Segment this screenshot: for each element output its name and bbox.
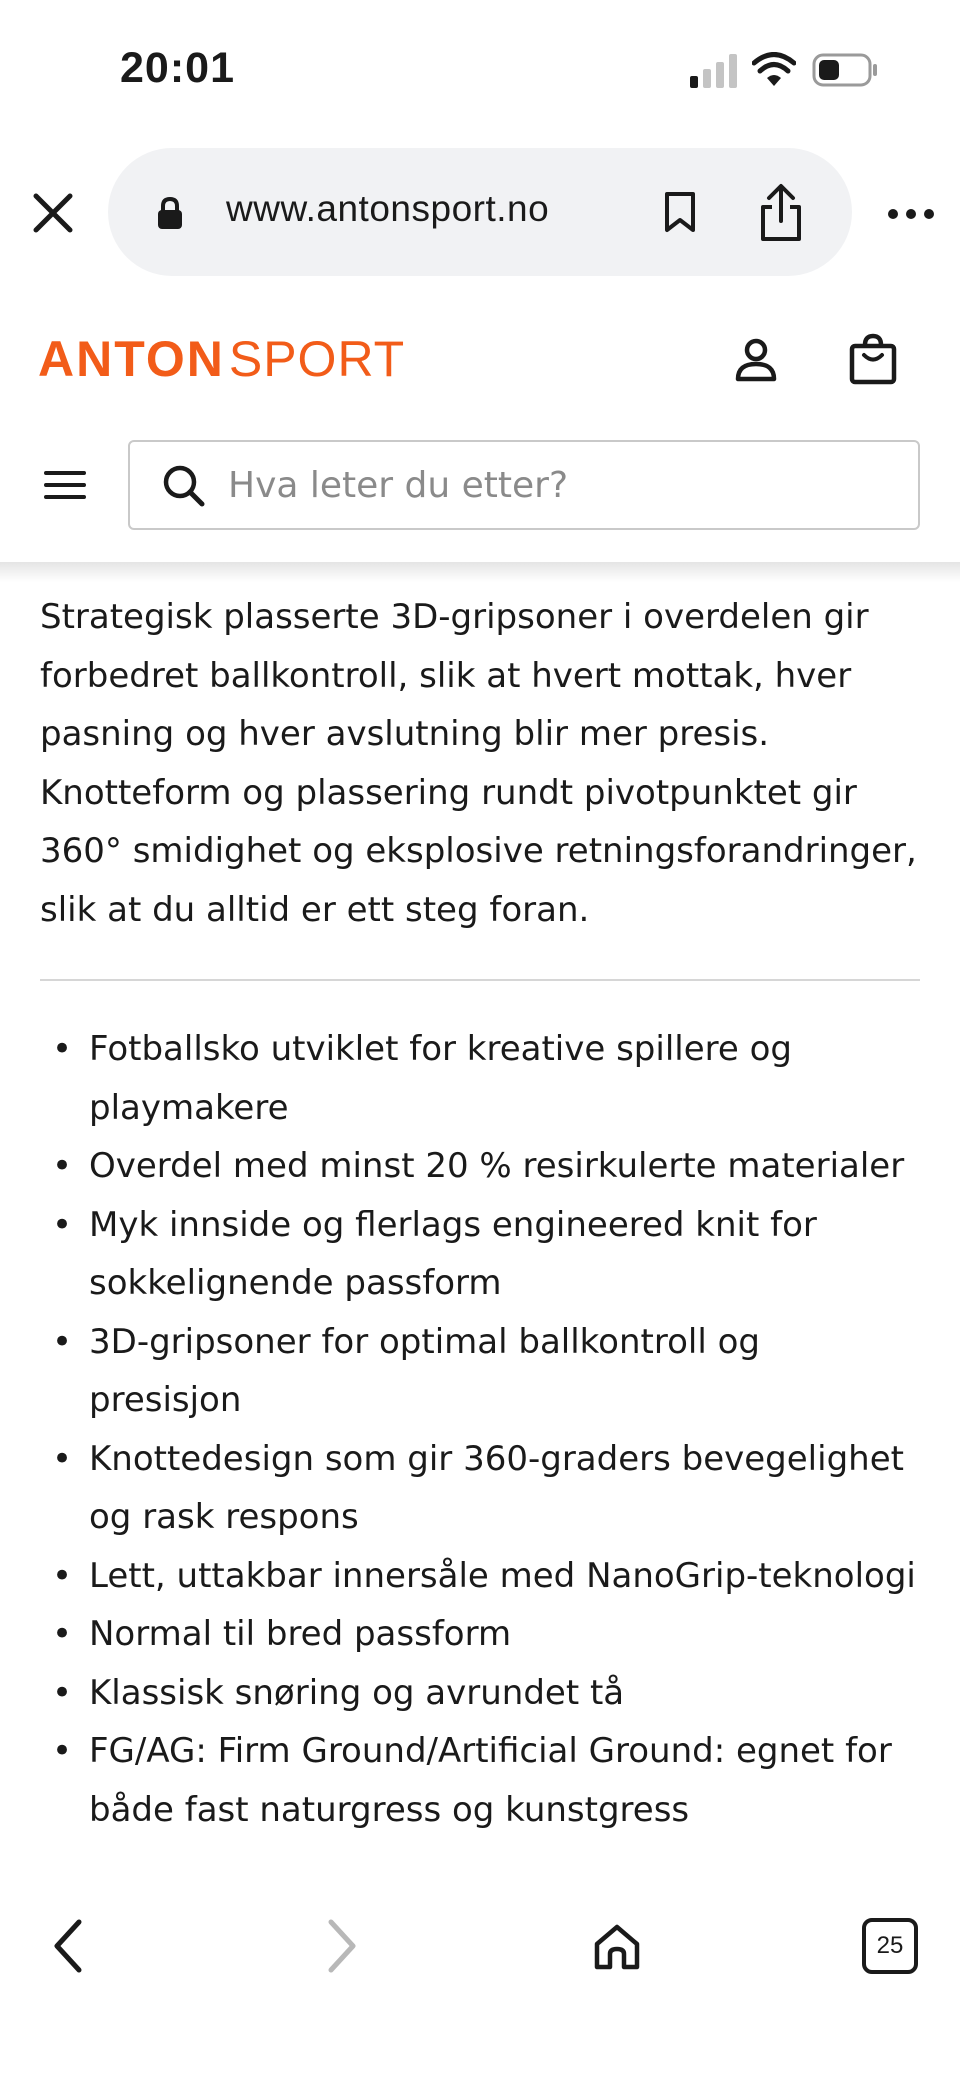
more-button[interactable] xyxy=(876,186,946,242)
back-button[interactable] xyxy=(38,1916,98,1976)
feature-text: Overdel med minst 20 % resirkulerte materialer xyxy=(89,1146,905,1186)
more-icon xyxy=(886,207,936,221)
forward-arrow-icon xyxy=(325,1918,359,1974)
signal-icon xyxy=(690,54,740,88)
feature-text: FG/AG: Firm Ground/Artificial Ground: egnet for både fast naturgress og kunstgress xyxy=(89,1731,892,1830)
lock-icon xyxy=(156,196,184,230)
forward-button[interactable] xyxy=(312,1916,372,1976)
divider xyxy=(40,979,920,981)
logo-anton: ANTON xyxy=(38,331,225,387)
feature-item: • Overdel med minst 20 % resirkulerte materialer xyxy=(52,1146,905,1186)
shopping-bag-icon xyxy=(848,333,898,385)
bookmark-button[interactable] xyxy=(652,184,708,240)
feature-text: 3D-gripsoner for optimal ballkontroll og presisjon xyxy=(89,1321,760,1420)
site-logo[interactable] xyxy=(38,330,405,390)
home-icon xyxy=(592,1922,642,1972)
feature-text: Klassisk snøring og avrundet tå xyxy=(89,1672,625,1713)
close-icon xyxy=(32,192,74,234)
feature-item: • 3D-gripsoner for optimal ballkontroll og presisjon xyxy=(52,1321,760,1420)
url-bar[interactable] xyxy=(108,148,852,276)
bookmark-icon xyxy=(663,190,697,234)
close-button[interactable] xyxy=(22,182,84,244)
feature-item: • Knottedesign som gir 360-graders bevegelighet og rask respons xyxy=(52,1438,904,1537)
menu-button[interactable] xyxy=(36,456,94,514)
feature-item: • Normal til bred passform xyxy=(52,1614,512,1654)
logo-sport: SPORT xyxy=(228,331,406,387)
wifi-icon xyxy=(752,52,796,88)
url-text[interactable]: www.antonsport.no xyxy=(226,188,550,229)
feature-text: Myk innside og flerlags engineered knit for sokkelignende passform xyxy=(89,1204,817,1303)
feature-item: • Fotballsko utviklet for kreative spillere og playmakere xyxy=(52,1029,792,1128)
hamburger-menu-icon xyxy=(44,469,86,501)
home-button[interactable] xyxy=(586,1916,648,1978)
feature-text: Lett, uttakbar innersåle med NanoGrip-teknologi xyxy=(89,1555,916,1596)
feature-item: • Myk innside og flerlags engineered knit for sokkelignende passform xyxy=(52,1204,817,1303)
search-input[interactable] xyxy=(228,456,888,514)
product-description: Strategisk plasserte 3D-gripsoner i overdelen gir forbedret ballkontroll, slik at hvert mottak, hver pasning og hver avslutning blir mer presis. Knotteform og plassering rundt pivotpunktet gir 360° smidighet og eksplosive retningsforandringer, slik at du alltid er ett steg foran. xyxy=(40,597,917,930)
search-icon xyxy=(160,462,206,508)
feature-list xyxy=(40,1020,920,1839)
search-box[interactable] xyxy=(128,440,920,530)
account-icon xyxy=(733,337,779,383)
feature-item: • FG/AG: Firm Ground/Artificial Ground: egnet for både fast naturgress og kunstgress xyxy=(52,1731,892,1830)
feature-item: • Lett, uttakbar innersåle med NanoGrip-teknologi xyxy=(52,1555,916,1596)
cart-button[interactable] xyxy=(842,328,904,390)
account-button[interactable] xyxy=(728,332,784,388)
feature-item: • Klassisk snøring og avrundet tå xyxy=(52,1672,625,1713)
back-arrow-icon xyxy=(51,1918,85,1974)
header-shadow xyxy=(0,562,960,582)
tabs-button[interactable]: 25 xyxy=(862,1918,918,1974)
bottom-toolbar xyxy=(0,1890,960,2081)
status-bar xyxy=(0,0,960,140)
status-time: 20:01 xyxy=(120,44,235,92)
battery-icon xyxy=(812,52,878,88)
share-icon xyxy=(757,183,805,243)
feature-text: Knottedesign som gir 360-graders bevegelighet og rask respons xyxy=(89,1438,904,1537)
feature-text: Fotballsko utviklet for kreative spillere og playmakere xyxy=(89,1029,792,1128)
feature-text: Normal til bred passform xyxy=(89,1614,512,1654)
share-button[interactable] xyxy=(748,178,814,248)
